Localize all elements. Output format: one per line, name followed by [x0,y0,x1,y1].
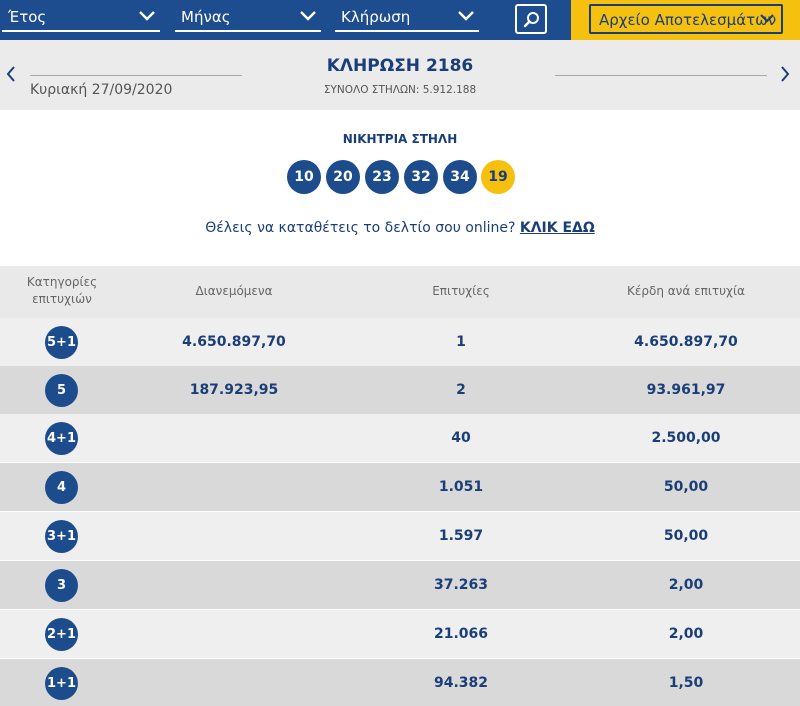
previous-draw-arrow-icon[interactable] [4,64,18,84]
prize-cell: 1,50 [668,675,704,691]
prize-cell: 2,00 [668,577,704,593]
online-promo-text: Θέλεις να καταθέτεις το δελτίο σου online? [205,220,516,236]
winning-number-ball: 23 [365,160,399,194]
next-draw-arrow-icon[interactable] [778,64,792,84]
chevron-down-icon [299,9,317,23]
table-row [0,610,800,658]
prize-cell: 50,00 [663,479,709,495]
winners-cell: 1 [456,334,466,350]
year-select[interactable] [2,4,160,32]
table-row [0,463,800,511]
draw-select-label: Κλήρωση [341,8,411,26]
year-select-label: Έτος [8,8,47,26]
winners-cell: 40 [451,430,471,446]
winning-number-ball: 34 [443,160,477,194]
category-badge: 3+1 [45,520,78,553]
table-row [0,512,800,560]
winners-cell: 37.263 [433,577,489,593]
archive-panel [571,0,800,40]
table-row [0,659,800,706]
table-row [0,561,800,609]
column-header-winners: Επιτυχίες [432,284,490,298]
divider [30,75,242,76]
category-badge: 4 [45,471,78,504]
category-badge: 3 [45,569,78,602]
online-promo [100,220,700,236]
click-here-link[interactable]: ΚΛΙΚ ΕΔΩ [519,220,595,236]
filter-bar [0,0,800,40]
winners-cell: 2 [456,382,466,398]
prize-cell: 2.500,00 [651,430,721,446]
chevron-down-icon [457,9,475,23]
winners-cell: 94.382 [433,675,489,691]
category-badge: 5 [45,374,78,407]
winners-cell: 1.051 [438,479,484,495]
draw-date: Κυριακή 27/09/2020 [30,82,173,98]
search-icon [523,11,541,29]
draw-title: ΚΛΗΡΩΣΗ 2186 [326,56,474,76]
prize-cell: 4.650.897,70 [634,334,738,350]
prize-cell: 93.961,97 [646,382,726,398]
divider [555,75,767,76]
category-badge: 1+1 [45,667,78,700]
results-archive-label: Αρχείο Αποτελεσμάτων [599,11,777,29]
column-header-distributed: Διανεμόμενα [195,284,273,298]
month-select[interactable] [175,4,321,32]
distributed-cell: 187.923,95 [189,382,279,398]
winning-column-label: ΝΙΚΗΤΡΙΑ ΣΤΗΛΗ [342,132,458,146]
chevron-down-icon [759,12,775,26]
column-header-category [14,274,110,308]
distributed-cell: 4.650.897,70 [182,334,286,350]
draw-select[interactable] [335,4,479,32]
results-archive-dropdown[interactable] [589,4,783,34]
column-header-prize: Κέρδη ανά επιτυχία [627,284,745,298]
prize-cell: 50,00 [663,528,709,544]
winning-number-ball: 32 [404,160,438,194]
month-select-label: Μήνας [181,8,231,26]
winning-number-ball: 10 [287,160,321,194]
column-header-category-line2: επιτυχιών [32,292,92,306]
bonus-number-ball: 19 [481,160,515,194]
table-row [0,414,800,462]
table-row [0,318,800,366]
draw-header [0,40,800,110]
category-badge: 5+1 [45,326,78,359]
winners-cell: 1.597 [438,528,484,544]
table-row [0,366,800,414]
prize-cell: 2,00 [668,626,704,642]
total-columns: ΣΥΝΟΛΟ ΣΤΗΛΩΝ: 5.912.188 [323,84,477,96]
category-badge: 4+1 [45,422,78,455]
search-button[interactable] [515,4,547,34]
results-table-header [0,266,800,318]
category-badge: 2+1 [45,618,78,651]
winners-cell: 21.066 [433,626,489,642]
column-header-category-line1: Κατηγορίες [26,275,98,289]
chevron-down-icon [138,9,156,23]
winning-number-ball: 20 [326,160,360,194]
